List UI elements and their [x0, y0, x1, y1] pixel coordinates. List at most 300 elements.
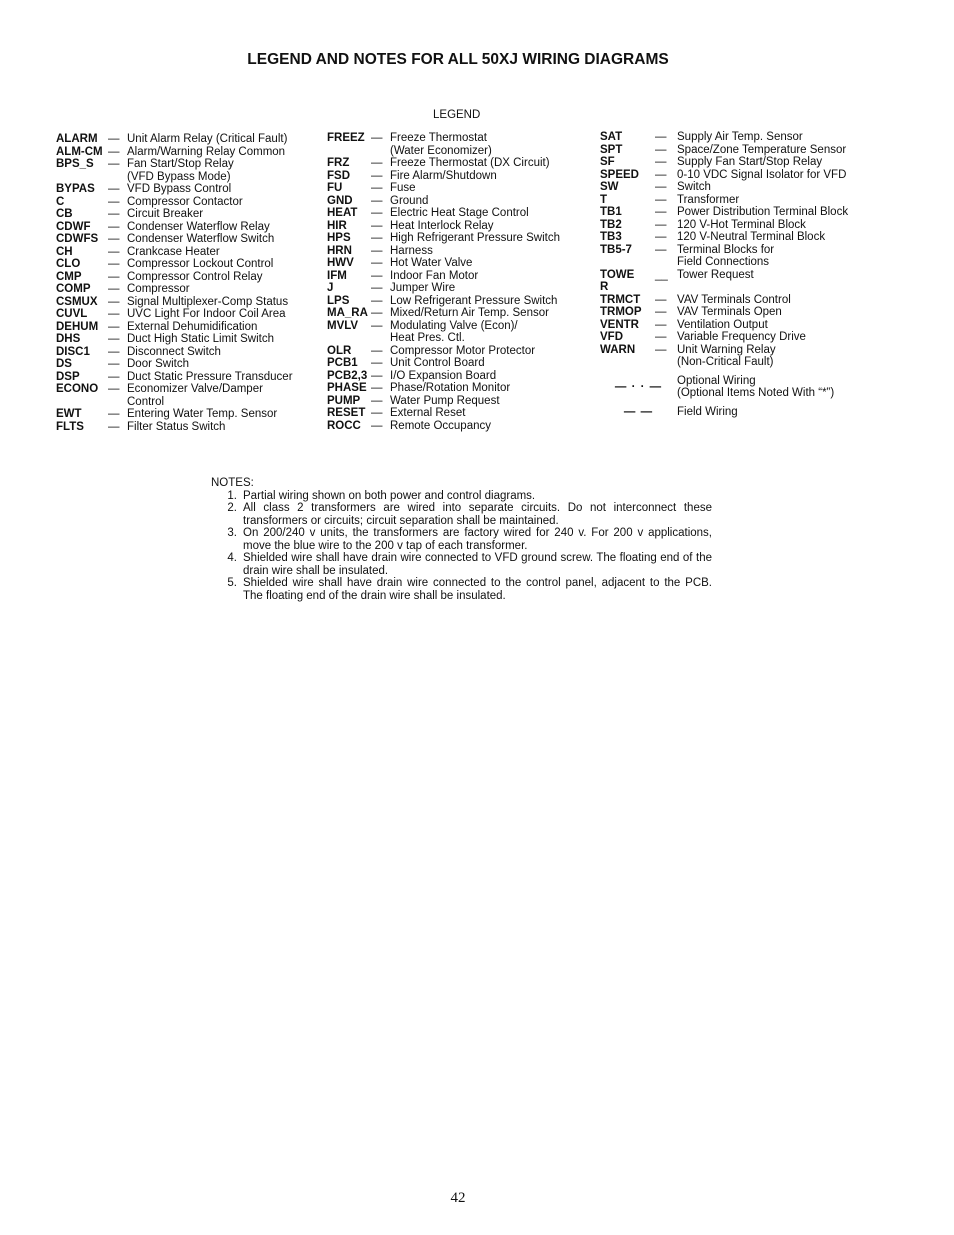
legend-dash: — — [371, 419, 383, 432]
legend-desc-text: Condenser Waterflow Relay — [127, 220, 270, 233]
legend-desc-text: Hot Water Valve — [390, 257, 473, 269]
legend-abbr-text: CLO — [56, 258, 81, 270]
legend-entry — [600, 294, 890, 307]
note-item — [211, 527, 712, 552]
legend-desc-text: I/O Expansion Board — [390, 369, 497, 382]
legend-desc — [677, 244, 890, 269]
legend-abbr — [600, 331, 655, 344]
legend-entry — [327, 195, 589, 208]
wiring-line-symbol: — — — [623, 405, 654, 418]
legend-entry — [327, 295, 589, 308]
legend-desc-text: External Dehumidification — [127, 320, 258, 333]
legend-desc — [390, 220, 589, 233]
legend-abbr-text: SW — [600, 181, 619, 193]
legend-dash: — — [655, 231, 667, 243]
legend-abbr — [600, 181, 655, 194]
note-number: 3. — [227, 527, 237, 539]
legend-dash: — — [371, 282, 383, 294]
legend-abbr-text: HWV — [327, 257, 354, 269]
legend-entry — [600, 269, 890, 294]
legend-abbr-text: TRMCT — [600, 293, 641, 306]
legend-abbr-text: PHASE — [327, 382, 367, 394]
legend-dash: — — [108, 245, 120, 258]
legend-column-2 — [327, 132, 589, 432]
legend-dash: — — [108, 370, 120, 383]
legend-abbr-text: PUMP — [327, 394, 361, 407]
legend-dash: — — [371, 244, 383, 257]
legend-abbr — [56, 221, 108, 234]
legend-abbr — [600, 169, 655, 182]
legend-heading: LEGEND — [433, 109, 481, 121]
legend-desc — [127, 371, 318, 384]
legend-desc — [677, 331, 890, 344]
legend-abbr — [327, 195, 371, 208]
legend-desc — [127, 158, 318, 183]
legend-desc-text: Fire Alarm/Shutdown — [390, 169, 497, 182]
legend-desc-text: External Reset — [390, 407, 466, 419]
legend-entry — [56, 346, 318, 359]
legend-entry — [56, 183, 318, 196]
legend-abbr — [600, 269, 655, 294]
legend-abbr — [327, 382, 371, 395]
legend-abbr-text: CSMUX — [56, 295, 98, 308]
legend-abbr-text: GND — [327, 194, 353, 207]
legend-abbr-text: FREEZ — [327, 132, 365, 144]
legend-desc — [127, 333, 318, 346]
note-number: 5. — [227, 577, 237, 589]
legend-abbr — [56, 383, 108, 396]
legend-abbr — [56, 258, 108, 271]
legend-abbr-text: CH — [56, 245, 73, 258]
legend-desc-text: Electric Heat Stage Control — [390, 207, 529, 219]
legend-desc — [677, 294, 890, 307]
legend-abbr — [56, 183, 108, 196]
legend-abbr — [327, 370, 371, 383]
legend-desc-text: Heat Interlock Relay — [390, 219, 494, 232]
legend-abbr-text: TB2 — [600, 218, 622, 231]
legend-entry — [600, 219, 890, 232]
note-text: On 200/240 v units, the transformers are factory wired for 240 v. For 200 v applications, move the blue wire to the 200 v tap of each transformer. — [243, 527, 712, 552]
legend-desc — [127, 346, 318, 359]
legend-desc-text: Filter Status Switch — [127, 420, 226, 433]
legend-abbr — [56, 321, 108, 334]
legend-abbr-text: HRN — [327, 244, 352, 257]
legend-abbr-text: CUVL — [56, 308, 88, 320]
legend-abbr — [600, 231, 655, 244]
legend-entry — [600, 181, 890, 194]
legend-dash: — — [108, 320, 120, 333]
legend-dash: — — [108, 145, 120, 158]
legend-abbr — [327, 395, 371, 408]
legend-desc — [677, 156, 890, 169]
legend-desc-text: Power Distribution Terminal Block — [677, 206, 849, 218]
legend-entry — [600, 131, 890, 144]
legend-abbr-text: LPS — [327, 294, 350, 307]
legend-abbr — [600, 294, 655, 307]
legend-desc — [127, 271, 318, 284]
legend-desc-text: Door Switch — [127, 358, 189, 370]
legend-abbr — [56, 308, 108, 321]
legend-abbr-text: FLTS — [56, 420, 84, 433]
legend-desc — [677, 181, 890, 194]
legend-desc-text: Low Refrigerant Pressure Switch — [390, 294, 558, 307]
legend-desc — [390, 357, 589, 370]
legend-entry — [56, 383, 318, 408]
legend-desc — [677, 269, 890, 282]
legend-dash: — — [655, 293, 667, 306]
legend-desc-text: Ventilation Output — [677, 318, 768, 331]
legend-entry — [56, 221, 318, 234]
legend-desc — [390, 245, 589, 258]
note-item — [211, 552, 712, 577]
legend-entry — [327, 220, 589, 233]
legend-abbr — [327, 245, 371, 258]
legend-entry — [327, 395, 589, 408]
legend-entry — [600, 344, 890, 369]
legend-abbr — [56, 346, 108, 359]
legend-desc-text: Phase/Rotation Monitor — [390, 382, 511, 394]
legend-abbr-text: PCB2,3 — [327, 369, 368, 382]
legend-dash: — — [108, 183, 120, 195]
legend-desc-text: Signal Multiplexer-Comp Status — [127, 295, 289, 308]
legend-abbr — [600, 194, 655, 207]
legend-dash: — — [108, 408, 120, 420]
legend-dash: — — [371, 357, 383, 369]
legend-desc-text: Freeze Thermostat (DX Circuit) — [390, 157, 550, 169]
legend-abbr-text: SF — [600, 156, 615, 168]
legend-desc-text-cont: Field Connections — [677, 256, 770, 268]
legend-abbr-text: CDWFS — [56, 233, 99, 245]
legend-abbr — [327, 357, 371, 370]
legend-abbr — [600, 344, 655, 357]
legend-abbr-text: EWT — [56, 408, 82, 420]
legend-desc — [390, 132, 589, 157]
legend-entry — [327, 157, 589, 170]
legend-desc-text: Compressor Contactor — [127, 195, 243, 208]
legend-dash: — — [108, 420, 120, 433]
legend-entry — [56, 358, 318, 371]
wiring-symbol-entry — [600, 406, 890, 419]
legend-abbr-text: HPS — [327, 232, 351, 244]
legend-desc — [677, 194, 890, 207]
legend-abbr — [327, 282, 371, 295]
legend-dash: — — [655, 218, 667, 231]
wiring-symbol-desc-text: Optional Wiring — [677, 374, 756, 387]
legend-abbr-text: HEAT — [327, 207, 358, 219]
legend-desc — [677, 306, 890, 319]
legend-desc-text: Supply Air Temp. Sensor — [677, 131, 803, 143]
page-title: LEGEND AND NOTES FOR ALL 50XJ WIRING DIAGRAMS — [247, 51, 669, 68]
legend-desc-text: Compressor Control Relay — [127, 270, 263, 283]
legend-desc — [127, 408, 318, 421]
legend-dash: — — [371, 219, 383, 232]
wiring-symbol-desc — [677, 375, 890, 400]
legend-desc-text: Crankcase Heater — [127, 245, 220, 258]
note-number: 4. — [227, 552, 237, 564]
legend-desc-text: Supply Fan Start/Stop Relay — [677, 156, 823, 168]
wiring-symbol-desc — [677, 406, 890, 419]
legend-desc-text: 0-10 VDC Signal Isolator for VFD — [677, 168, 847, 181]
legend-dash: — — [371, 232, 383, 244]
legend-dash: — — [655, 306, 667, 318]
legend-dash: — — [108, 333, 120, 345]
legend-abbr-text: MVLV — [327, 319, 359, 332]
legend-desc — [390, 207, 589, 220]
legend-abbr — [600, 219, 655, 232]
legend-abbr — [327, 170, 371, 183]
legend-desc-text: Freeze Thermostat — [390, 132, 487, 144]
legend-abbr-text: ALM-CM — [56, 145, 103, 158]
legend-entry — [56, 133, 318, 146]
legend-desc — [677, 144, 890, 157]
legend-abbr — [56, 371, 108, 384]
legend-desc — [127, 133, 318, 146]
legend-desc-text: VAV Terminals Open — [677, 306, 782, 318]
notes-list — [211, 490, 712, 603]
legend-abbr-text: VFD — [600, 331, 623, 343]
legend-entry — [327, 232, 589, 245]
legend-abbr-text: OLR — [327, 344, 352, 357]
legend-abbr — [327, 207, 371, 220]
legend-dash: — — [655, 181, 667, 193]
note-text: All class 2 transformers are wired into separate circuits. Do not interconnect these transformers or circuits; circuit separation shall be maintained. — [243, 502, 712, 527]
legend-entry — [327, 257, 589, 270]
wiring-line-symbol: — · · — — [614, 380, 663, 393]
legend-dash: — — [108, 258, 120, 270]
legend-dash: — — [371, 394, 383, 407]
legend-entry — [56, 321, 318, 334]
legend-dash: — — [108, 208, 120, 220]
legend-entry — [327, 345, 589, 358]
legend-dash: — — [371, 194, 383, 207]
legend-abbr-text: TB1 — [600, 206, 622, 218]
legend-dash: — — [371, 169, 383, 182]
legend-dash: — — [108, 358, 120, 370]
legend-desc-text-cont: Heat Pres. Ctl. — [390, 332, 465, 344]
legend-desc-text: Water Pump Request — [390, 394, 500, 407]
legend-desc-text: Indoor Fan Motor — [390, 269, 479, 282]
legend-abbr-text: DEHUM — [56, 320, 99, 333]
legend-desc-text: Ground — [390, 194, 429, 207]
legend-desc-text: Entering Water Temp. Sensor — [127, 408, 278, 420]
legend-dash: — — [108, 283, 120, 295]
legend-dash: — — [108, 295, 120, 308]
legend-desc-text: Unit Alarm Relay (Critical Fault) — [127, 133, 288, 145]
legend-abbr-text: SAT — [600, 131, 623, 143]
legend-abbr — [327, 420, 371, 433]
legend-abbr — [56, 408, 108, 421]
legend-desc — [127, 221, 318, 234]
legend-desc-text: Compressor — [127, 283, 190, 295]
legend-desc — [390, 195, 589, 208]
legend-column-1 — [56, 133, 318, 433]
legend-entry — [600, 306, 890, 319]
legend-abbr — [327, 270, 371, 283]
legend-dash: — — [655, 168, 667, 181]
legend-desc-text: Duct High Static Limit Switch — [127, 333, 274, 345]
legend-dash: — — [108, 158, 120, 170]
legend-abbr-text: COMP — [56, 283, 91, 295]
legend-entry — [327, 357, 589, 370]
legend-abbr — [327, 307, 371, 320]
legend-abbr-text: BPS_S — [56, 158, 94, 170]
legend-entry — [56, 158, 318, 183]
note-text: Shielded wire shall have drain wire connected to VFD ground screw. The floating end of the drain wire shall be insulated. — [243, 552, 712, 577]
note-text: Shielded wire shall have drain wire connected to the control panel, adjacent to the PCB. The floating end of the drain wire shall be insulated. — [243, 577, 712, 602]
legend-desc-text: Jumper Wire — [390, 282, 456, 294]
legend-desc — [390, 170, 589, 183]
legend-dash: — — [655, 156, 667, 168]
legend-desc-text: Fan Start/Stop Relay — [127, 158, 234, 170]
legend-desc — [677, 344, 890, 369]
legend-abbr — [600, 131, 655, 144]
legend-entry — [327, 420, 589, 433]
legend-dash: — — [108, 345, 120, 358]
legend-desc — [390, 420, 589, 433]
legend-desc — [390, 182, 589, 195]
legend-desc-text-cont: (VFD Bypass Mode) — [127, 170, 231, 183]
legend-entry — [600, 194, 890, 207]
legend-abbr-text: SPT — [600, 143, 623, 156]
legend-desc — [677, 206, 890, 219]
legend-abbr-text: J — [327, 282, 334, 294]
legend-entry — [56, 196, 318, 209]
legend-entry — [600, 169, 890, 182]
legend-dash: — — [655, 243, 667, 256]
legend-desc — [677, 169, 890, 182]
legend-desc — [390, 257, 589, 270]
legend-desc — [127, 283, 318, 296]
legend-entry — [327, 270, 589, 283]
legend-desc-text: 120 V-Neutral Terminal Block — [677, 231, 826, 243]
legend-desc — [127, 196, 318, 209]
legend-entry — [327, 282, 589, 295]
legend-abbr — [600, 156, 655, 169]
legend-abbr-text: TRMOP — [600, 306, 642, 318]
legend-dash: — — [371, 132, 383, 144]
legend-dash: — — [655, 318, 667, 331]
legend-desc — [390, 282, 589, 295]
legend-desc-text: Tower Request — [677, 268, 754, 281]
legend-abbr — [600, 206, 655, 219]
legend-abbr-text: CMP — [56, 270, 82, 283]
legend-entry — [327, 132, 589, 157]
legend-abbr-text: IFM — [327, 269, 347, 282]
legend-entry — [327, 370, 589, 383]
legend-abbr — [56, 158, 108, 171]
legend-dash: — — [371, 307, 383, 319]
legend-dash: — — [108, 195, 120, 208]
legend-abbr — [56, 358, 108, 371]
legend-desc — [127, 258, 318, 271]
legend-entry — [327, 170, 589, 183]
legend-entry — [600, 156, 890, 169]
note-number: 2. — [227, 502, 237, 514]
legend-entry — [56, 258, 318, 271]
legend-desc-text: UVC Light For Indoor Coil Area — [127, 308, 286, 320]
legend-entry — [56, 271, 318, 284]
legend-abbr-text: SPEED — [600, 168, 639, 181]
legend-abbr — [56, 421, 108, 434]
legend-desc-text: Switch — [677, 181, 711, 193]
legend-desc-text: Circuit Breaker — [127, 208, 204, 220]
legend-dash: — — [371, 382, 383, 394]
legend-abbr-text-cont: R — [600, 281, 609, 293]
legend-desc — [390, 345, 589, 358]
legend-abbr-text: TB3 — [600, 231, 622, 243]
legend-dash: — — [108, 233, 120, 245]
legend-abbr — [327, 257, 371, 270]
legend-desc — [677, 231, 890, 244]
legend-desc — [390, 320, 589, 345]
legend-abbr — [327, 132, 371, 145]
legend-abbr — [327, 182, 371, 195]
legend-abbr-text: RESET — [327, 407, 366, 419]
legend-dash: — — [655, 343, 667, 356]
legend-abbr — [56, 246, 108, 259]
legend-abbr-text: CB — [56, 208, 73, 220]
legend-desc — [390, 407, 589, 420]
legend-entry — [56, 408, 318, 421]
legend-abbr-text: FU — [327, 182, 343, 194]
legend-desc-text: 120 V-Hot Terminal Block — [677, 218, 806, 231]
legend-desc — [127, 296, 318, 309]
legend-desc — [390, 295, 589, 308]
legend-dash: — — [655, 331, 667, 343]
legend-entry — [327, 320, 589, 345]
legend-abbr — [327, 407, 371, 420]
legend-entry — [56, 233, 318, 246]
legend-dash: — — [371, 207, 383, 219]
legend-abbr — [327, 295, 371, 308]
legend-dash: — — [371, 369, 383, 382]
legend-entry — [56, 421, 318, 434]
legend-desc-text: Duct Static Pressure Transducer — [127, 370, 293, 383]
legend-dash: — — [108, 220, 120, 233]
legend-abbr — [327, 320, 371, 333]
legend-dash: — — [371, 157, 383, 169]
legend-entry — [56, 296, 318, 309]
legend-dash: — — [108, 270, 120, 283]
legend-desc-text: Unit Control Board — [390, 357, 485, 369]
legend-entry — [56, 208, 318, 221]
legend-desc-text: Space/Zone Temperature Sensor — [677, 143, 847, 156]
legend-abbr-text: T — [600, 193, 608, 206]
legend-abbr-text: CDWF — [56, 220, 91, 233]
legend-abbr — [56, 146, 108, 159]
legend-entry — [327, 182, 589, 195]
legend-desc-text: Fuse — [390, 182, 416, 194]
legend-desc-text: Transformer — [677, 193, 740, 206]
legend-desc-text: Compressor Motor Protector — [390, 344, 536, 357]
legend-dash: — — [371, 182, 383, 194]
note-item — [211, 490, 712, 503]
legend-desc-text: Alarm/Warning Relay Common — [127, 145, 286, 158]
legend-desc — [127, 146, 318, 159]
legend-abbr-text: FSD — [327, 169, 350, 182]
legend-dash: — — [655, 143, 667, 156]
legend-desc-text: Harness — [390, 244, 433, 257]
legend-abbr — [56, 271, 108, 284]
legend-desc — [127, 208, 318, 221]
legend-desc — [677, 131, 890, 144]
legend-abbr — [56, 283, 108, 296]
legend-desc — [127, 183, 318, 196]
legend-dash: — — [108, 133, 120, 145]
legend-desc — [390, 307, 589, 320]
legend-desc-text: Terminal Blocks for — [677, 243, 775, 256]
notes-heading: NOTES: — [211, 477, 254, 489]
